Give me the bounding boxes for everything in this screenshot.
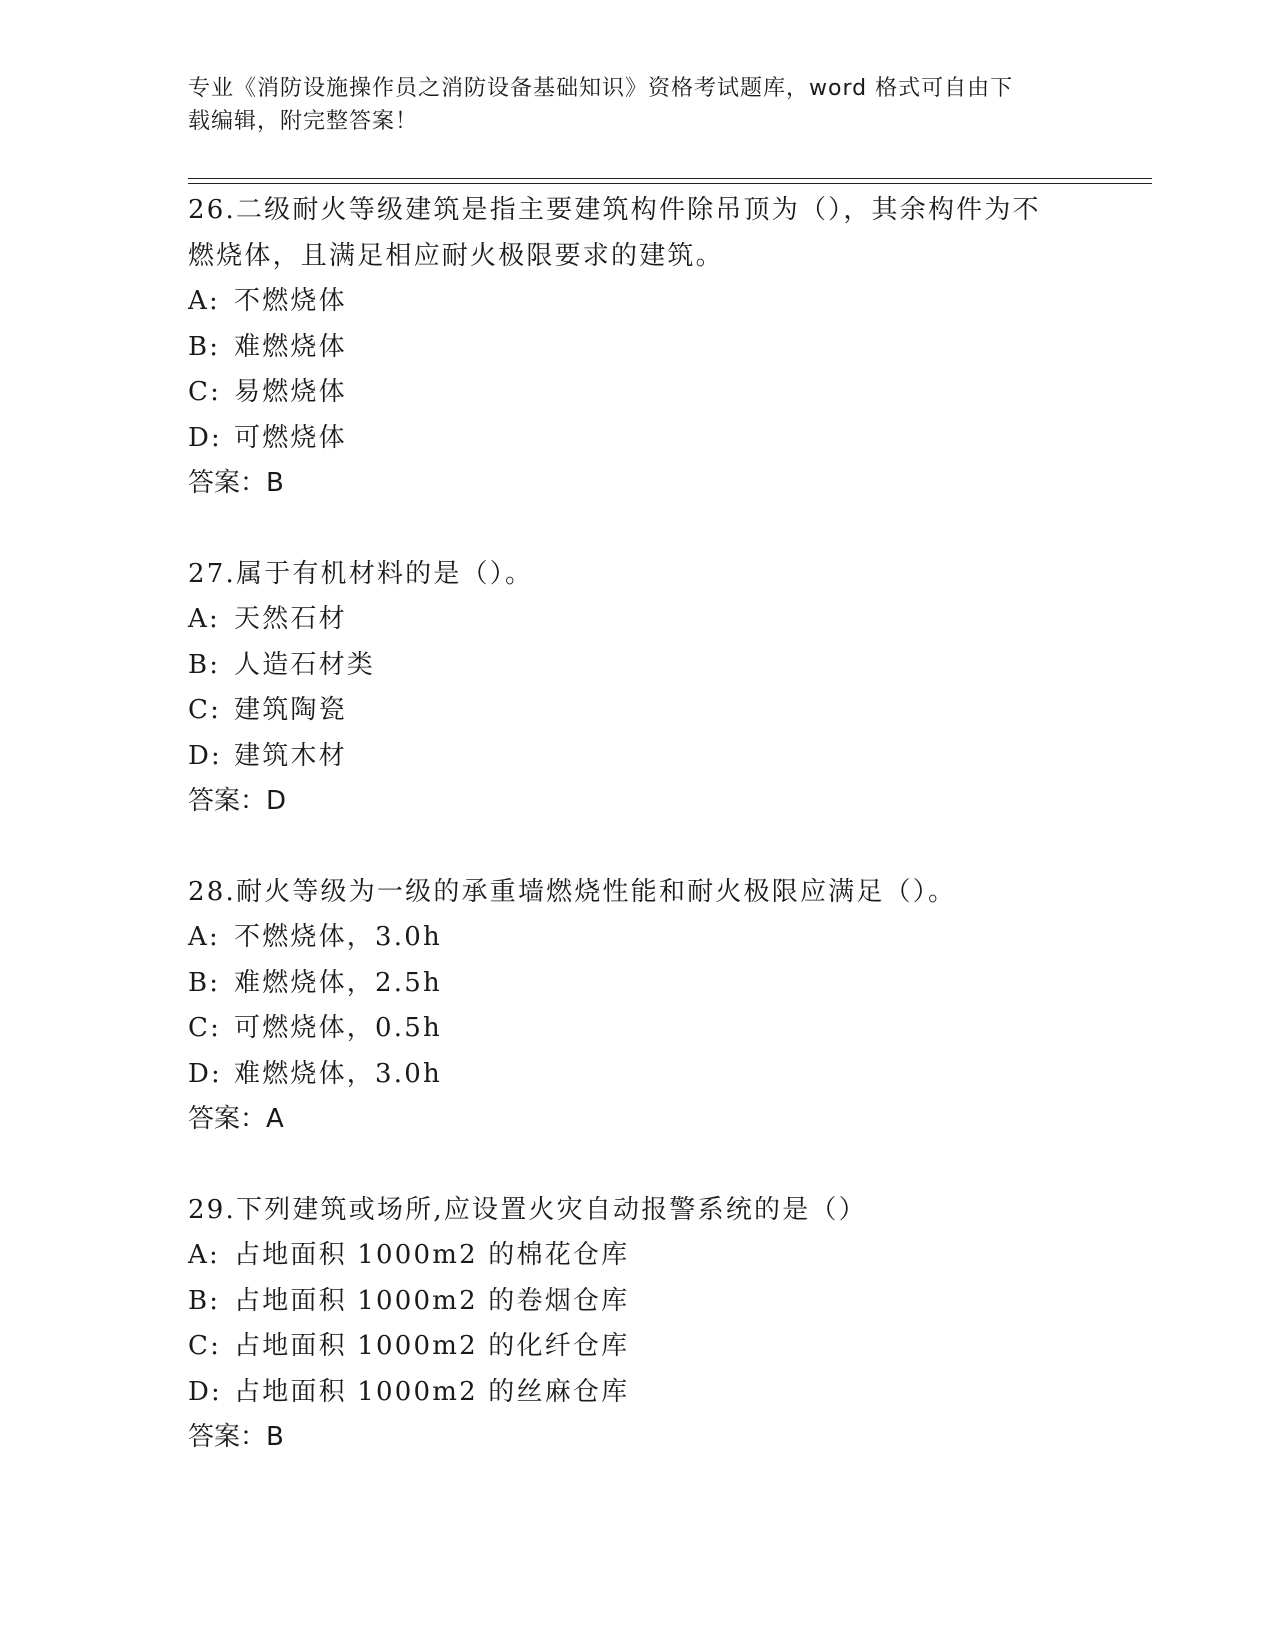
option-c [188, 1324, 1088, 1370]
option-text: 人造石材类 [234, 649, 376, 680]
option-c [188, 370, 1088, 416]
option-b [188, 1279, 1088, 1325]
option-letter: B: [188, 1285, 221, 1316]
option-letter: B: [188, 649, 221, 680]
option-text: 难燃烧体 [234, 331, 347, 362]
option-letter: C: [188, 377, 222, 407]
option-text: 易燃烧体 [234, 377, 347, 407]
question-text: 27.属于有机材料的是（）。 [188, 558, 534, 589]
option-text: 难燃烧体，3.0h [234, 1058, 442, 1089]
question-29 [188, 1188, 1088, 1461]
option-text: 难燃烧体，2.5h [234, 967, 442, 998]
option-letter: D: [188, 1058, 223, 1089]
option-text: 不燃烧体 [234, 286, 347, 316]
option-letter: C: [188, 695, 222, 725]
question-list [188, 188, 1088, 1461]
answer: 答案：A [188, 1104, 284, 1134]
option-letter: D: [188, 422, 223, 453]
option-letter: B: [188, 331, 221, 362]
option-d [188, 734, 1088, 780]
option-letter: D: [188, 740, 223, 771]
option-letter: A: [188, 922, 220, 952]
option-text: 建筑木材 [234, 740, 347, 771]
option-c [188, 1006, 1088, 1052]
option-text: 占地面积 1000m2 的化纤仓库 [234, 1331, 630, 1361]
question-27 [188, 552, 1088, 825]
question-28 [188, 870, 1088, 1143]
header-divider-bottom [188, 183, 1152, 184]
option-c [188, 688, 1088, 734]
question-26 [188, 188, 1088, 507]
option-b [188, 643, 1088, 689]
option-text: 可燃烧体，0.5h [234, 1013, 442, 1043]
option-letter: B: [188, 967, 221, 998]
option-text: 占地面积 1000m2 的卷烟仓库 [234, 1285, 630, 1316]
option-a [188, 597, 1088, 643]
option-letter: A: [188, 1240, 220, 1270]
option-text: 可燃烧体 [234, 422, 347, 453]
spacer [188, 507, 1088, 552]
option-text: 天然石材 [234, 604, 347, 634]
answer: 答案：B [188, 1422, 284, 1452]
question-text: 29.下列建筑或场所,应设置火灾自动报警系统的是（） [188, 1194, 867, 1225]
option-d [188, 1052, 1088, 1098]
header-line-2: 载编辑，附完整答案！ [188, 109, 419, 134]
option-letter: A: [188, 286, 220, 316]
option-letter: A: [188, 604, 220, 634]
spacer [188, 1143, 1088, 1188]
spacer [188, 825, 1088, 870]
option-text: 不燃烧体，3.0h [234, 922, 442, 952]
option-b [188, 961, 1088, 1007]
option-letter: C: [188, 1331, 222, 1361]
answer: 答案：B [188, 468, 284, 498]
option-b [188, 325, 1088, 371]
option-letter: D: [188, 1376, 223, 1407]
option-d [188, 416, 1088, 462]
question-text-continued: 燃烧体，且满足相应耐火极限要求的建筑。 [188, 240, 724, 271]
option-text: 建筑陶瓷 [234, 695, 347, 725]
option-a [188, 279, 1088, 325]
option-letter: C: [188, 1013, 222, 1043]
option-a [188, 1233, 1088, 1279]
header-line-1: 专业《消防设施操作员之消防设备基础知识》资格考试题库，word 格式可自由下 [188, 76, 1014, 101]
question-text: 26.二级耐火等级建筑是指主要建筑构件除吊顶为（），其余构件为不 [188, 195, 1041, 225]
answer: 答案：D [188, 786, 287, 816]
option-d [188, 1370, 1088, 1416]
question-text: 28.耐火等级为一级的承重墙燃烧性能和耐火极限应满足（）。 [188, 876, 957, 907]
option-text: 占地面积 1000m2 的棉花仓库 [234, 1240, 630, 1270]
header-divider-top [188, 178, 1152, 179]
option-text: 占地面积 1000m2 的丝麻仓库 [234, 1376, 630, 1407]
document-header [188, 72, 1088, 138]
option-a [188, 915, 1088, 961]
